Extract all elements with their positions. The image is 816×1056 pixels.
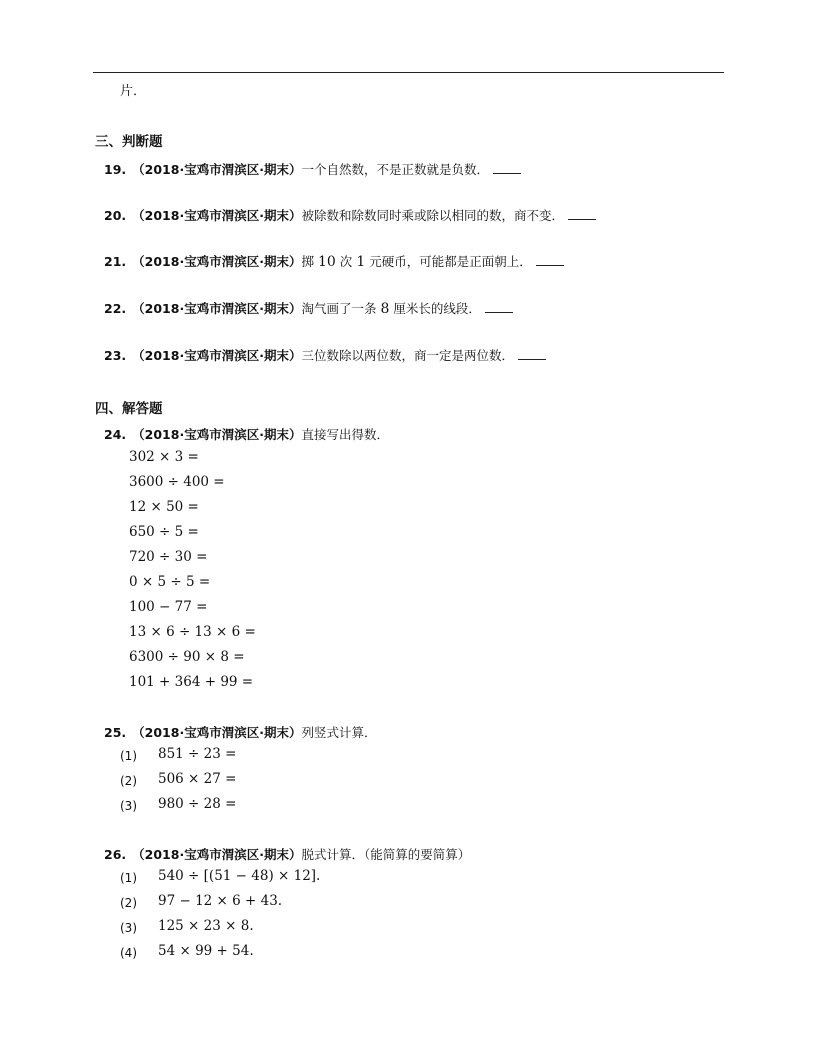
question-text: 一个自然数，不是正数就是负数． [301, 162, 489, 177]
question-text: 被除数和除数同时乘或除以相同的数，商不变． [301, 208, 564, 223]
question-number: 26. [104, 847, 127, 862]
answer-blank[interactable] [568, 207, 596, 220]
sub-label: (1) [120, 749, 137, 763]
question-text-post: 厘米长的线段． [393, 301, 481, 316]
sub-label: (1) [120, 871, 137, 885]
sub-label: (3) [120, 799, 137, 813]
answer-blank[interactable] [485, 300, 513, 313]
question-text: 直接写出得数． [301, 427, 389, 442]
number-ten: 10 [317, 254, 336, 270]
question-number: 25. [104, 725, 127, 740]
sub-expression: 97 − 12 × 6 + 43. [158, 893, 283, 909]
question-19 [104, 160, 521, 178]
question-number: 21. [104, 254, 127, 269]
number-one: 1 [356, 254, 366, 270]
source-tag: （2018·宝鸡市渭滨区·期末） [132, 208, 302, 223]
sub-label: (2) [120, 896, 137, 910]
sub-expression: 54 × 99 + 54. [158, 943, 254, 959]
source-tag: （2018·宝鸡市渭滨区·期末） [132, 847, 302, 862]
question-22 [104, 299, 513, 317]
calc-item: 101 + 364 + 99 = [129, 674, 254, 690]
question-26 [104, 845, 470, 863]
calc-item: 12 × 50 = [129, 499, 199, 515]
calc-item: 3600 ÷ 400 = [129, 474, 225, 490]
calc-item: 0 × 5 ÷ 5 = [129, 574, 211, 590]
calc-item: 13 × 6 ÷ 13 × 6 = [129, 624, 256, 640]
question-21 [104, 252, 564, 270]
question-text-pre: 淘气画了一条 [301, 301, 377, 316]
question-text: 三位数除以两位数，商一定是两位数． [301, 348, 514, 363]
sub-label: (4) [120, 946, 137, 960]
sub-expression: 851 ÷ 23 = [158, 746, 237, 762]
source-tag: （2018·宝鸡市渭滨区·期末） [132, 348, 302, 363]
question-number: 24. [104, 427, 127, 442]
calc-item: 650 ÷ 5 = [129, 524, 199, 540]
continuation-text: 片． [120, 84, 147, 99]
calc-item: 302 × 3 = [129, 449, 199, 465]
answer-blank[interactable] [493, 161, 521, 174]
question-20 [104, 206, 596, 224]
sub-expression: 980 ÷ 28 = [158, 796, 237, 812]
header-rule [93, 72, 724, 73]
source-tag: （2018·宝鸡市渭滨区·期末） [132, 254, 302, 269]
calc-item: 720 ÷ 30 = [129, 549, 208, 565]
question-25 [104, 723, 376, 741]
source-tag: （2018·宝鸡市渭滨区·期末） [132, 301, 302, 316]
question-text: 脱式计算．（能简算的要简算） [301, 847, 471, 862]
question-number: 19. [104, 162, 127, 177]
question-text-mid: 次 [339, 254, 353, 269]
question-number: 22. [104, 301, 127, 316]
source-tag: （2018·宝鸡市渭滨区·期末） [132, 427, 302, 442]
question-text-pre: 掷 [301, 254, 314, 269]
question-text-post: 元硬币，可能都是正面朝上． [369, 254, 532, 269]
calc-item: 6300 ÷ 90 × 8 = [129, 649, 245, 665]
sub-expression: 125 × 23 × 8. [158, 918, 254, 934]
question-23 [104, 346, 546, 364]
source-tag: （2018·宝鸡市渭滨区·期末） [132, 162, 302, 177]
section-title-judge: 三、判断题 [95, 134, 163, 150]
section-title-answer: 四、解答题 [95, 401, 163, 417]
calc-item: 100 − 77 = [129, 599, 208, 615]
sub-label: (3) [120, 921, 137, 935]
answer-blank[interactable] [536, 253, 564, 266]
source-tag: （2018·宝鸡市渭滨区·期末） [132, 725, 302, 740]
number-eight: 8 [380, 301, 390, 317]
sub-expression: 506 × 27 = [158, 771, 237, 787]
question-number: 20. [104, 208, 127, 223]
answer-blank[interactable] [518, 347, 546, 360]
sub-expression: 540 ÷ [(51 − 48) × 12]. [158, 868, 321, 884]
question-number: 23. [104, 348, 127, 363]
sub-label: (2) [120, 774, 137, 788]
question-text: 列竖式计算． [301, 725, 377, 740]
question-24 [104, 425, 389, 443]
